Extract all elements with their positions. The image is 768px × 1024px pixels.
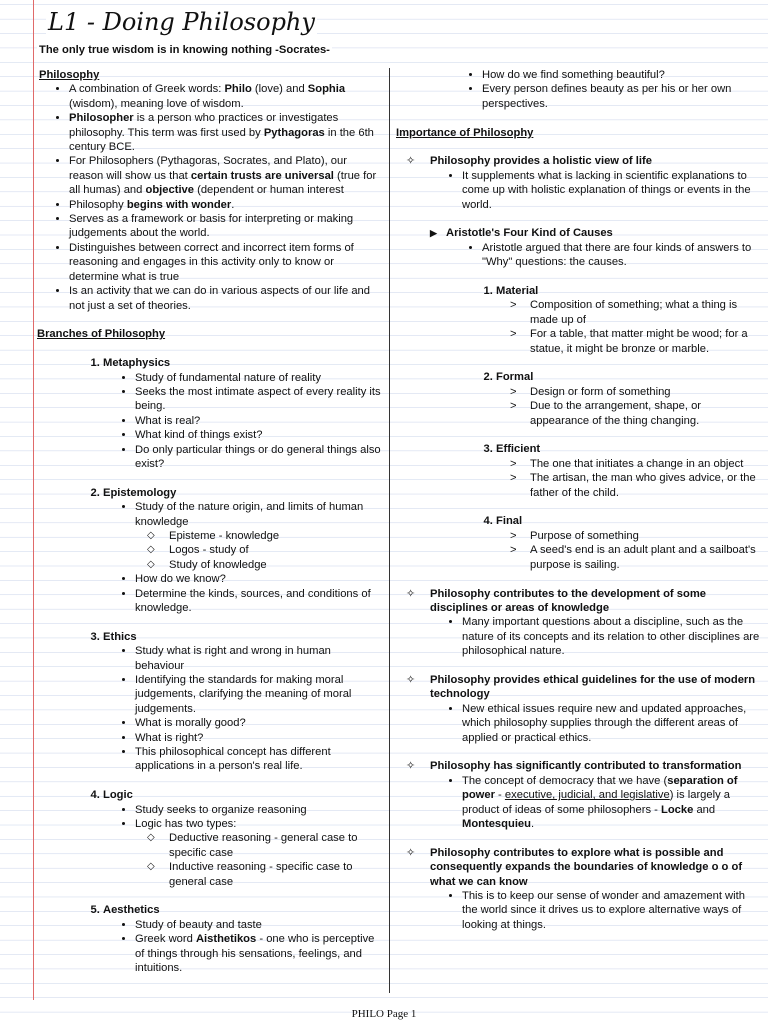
list-item: • Distinguishes between correct and incorrect item forms of reasoning and engages in this activity only to know or determine what is true (69, 241, 382, 284)
importance-disciplines: ✧ Philosophy contributes to the development of some disciplines or areas of knowledge (406, 587, 706, 614)
left-column (37, 68, 382, 976)
four-point-star-icon: ✧ (406, 673, 416, 686)
list-item: • Every person defines beauty as per his or her own perspectives. (482, 82, 762, 111)
four-point-star-icon: ✧ (406, 155, 416, 168)
importance-heading: Importance of Philosophy (396, 126, 534, 139)
diamond-icon-item: ◇ Study of knowledge (169, 558, 382, 572)
list-item: > For a table, that matter might be wood; for a statue, it might be bronze or marble. (530, 327, 762, 356)
list-item: • Serves as a framework or basis for interpreting or making judgements about the world. (69, 212, 382, 241)
four-point-star-icon: ✧ (406, 760, 416, 773)
aristotle-causes: ▶ Aristotle's Four Kind of Causes (430, 227, 613, 240)
list-item: • New ethical issues require new and updated approaches, which philosophy supplies through the different areas of applied or practical ethics. (462, 702, 762, 745)
importance-holistic: ✧ Philosophy provides a holistic view of life (406, 155, 652, 168)
cause-final: 4. Final > Purpose of something > A seed's end is an adult plant and a sailboat's purpose is sailing. (496, 514, 762, 572)
list-item: • How do we find something beautiful? (482, 68, 762, 82)
cause-formal: 2. Formal > Design or form of something > Due to the arrangement, shape, or appearance of the thing changing. (496, 370, 762, 428)
list-item: • What is right? (135, 731, 382, 745)
branch-epistemology: 2. Epistemology • Study of the nature origin, and limits of human knowledge ◇ Episteme - knowledge ◇ Logos - study of ◇ Study of knowledge • How do we know? • Determine the kinds, sources, and conditions of knowledge. (103, 486, 382, 616)
list-item: • Logic has two types: ◇ Deductive reasoning - general case to specific case ◇ Inductive reasoning - specific case to general case (135, 817, 382, 889)
right-column (396, 68, 762, 932)
diamond-icon-item: ◇ Inductive reasoning - specific case to general case (169, 860, 382, 889)
branch-logic: 4. Logic • Study seeks to organize reasoning • Logic has two types: ◇ Deductive reasoning - general case to specific case ◇ Inductive reasoning - specific case to general case (103, 788, 382, 889)
list-item: • Study what is right and wrong in human behaviour (135, 644, 382, 673)
list-item: • Study of fundamental nature of reality (135, 371, 382, 385)
list-item: • For Philosophers (Pythagoras, Socrates, and Plato), our reason will show us that certain trusts are universal (true for all humas) and objective (dependent or human interest (69, 154, 382, 197)
quote: The only true wisdom is in knowing nothing -Socrates- (39, 44, 330, 56)
four-point-star-icon: ✧ (406, 587, 416, 600)
triangle-right-icon: ▶ (430, 228, 437, 239)
list-item: • Greek word Aisthetikos - one who is perceptive of things through his sensations, feelings, and intuitions. (135, 932, 382, 975)
list-item: • Study of beauty and taste (135, 918, 382, 932)
branch-ethics: 3. Ethics • Study what is right and wrong in human behaviour • Identifying the standards for making moral judgements, clarifying the meaning of moral judgements. • What is morally good? • What is right? • This philosophical concept has different applications in a person's real life. (103, 630, 382, 774)
importance-transformation: ✧ Philosophy has significantly contributed to transformation (406, 760, 742, 773)
cause-efficient: 3. Efficient > The one that initiates a change in an object > The artisan, the man who gives advice, or the father of the child. (496, 442, 762, 500)
list-item: • Many important questions about a discipline, such as the nature of its concepts and its relation to other disciplines are philosophical nature. (462, 615, 762, 658)
list-item: • This is to keep our sense of wonder and amazement with the world since it drives us to explore alternative ways of looking at things. (462, 889, 762, 932)
list-item: • Study of the nature origin, and limits of human knowledge ◇ Episteme - knowledge ◇ Logos - study of ◇ Study of knowledge (135, 500, 382, 572)
philosophy-list (37, 82, 382, 313)
list-item: > The one that initiates a change in an object (530, 457, 762, 471)
diamond-icon-item: ◇ Logos - study of (169, 543, 382, 557)
cause-material: 1. Material > Composition of something; what a thing is made up of > For a table, that matter might be wood; for a statue, it might be bronze or marble. (496, 284, 762, 356)
list-item: • How do we know? (135, 572, 382, 586)
list-item: > Design or form of something (530, 385, 762, 399)
margin-line (33, 0, 34, 1000)
diamond-icon-item: ◇ Deductive reasoning - general case to specific case (169, 831, 382, 860)
branch-metaphysics: 1. Metaphysics • Study of fundamental nature of reality • Seeks the most intimate aspect of every reality its being. • What is real? • What kind of things exist? • Do only particular things or do general things also exist? (103, 356, 382, 471)
list-item: • Identifying the standards for making moral judgements, clarifying the meaning of moral judgements. (135, 673, 382, 716)
causes-list (396, 284, 762, 572)
aesthetics-continued (396, 68, 762, 111)
list-item: • Philosophy begins with wonder. (69, 198, 382, 212)
diamond-icon-item: ◇ Episteme - knowledge (169, 529, 382, 543)
list-item: • Study seeks to organize reasoning (135, 803, 382, 817)
philosophy-heading: Philosophy (39, 69, 100, 81)
list-item: • Philosopher is a person who practices or investigates philosophy. This term was first used by Pythagoras in the 6th century BCE. (69, 111, 382, 154)
four-point-star-icon: ✧ (406, 846, 416, 859)
list-item: > Purpose of something (530, 529, 762, 543)
importance-ethical: ✧ Philosophy provides ethical guidelines for the use of modern technology (406, 673, 756, 701)
branches-heading: Branches of Philosophy (37, 328, 166, 341)
list-item: • This philosophical concept has different applications in a person's real life. (135, 745, 382, 774)
branch-aesthetics: 5. Aesthetics • Study of beauty and taste • Greek word Aisthetikos - one who is perceptive of things through his sensations, feelings, and intuitions. (103, 903, 382, 975)
list-item: • What is real? (135, 414, 382, 428)
list-item: • What is morally good? (135, 716, 382, 730)
list-item: • A combination of Greek words: Philo (love) and Sophia (wisdom), meaning love of wisdom. (69, 82, 382, 111)
list-item: • It supplements what is lacking in scientific explanations to come up with holistic explanation of things or events in the world. (462, 169, 762, 212)
branches-list (37, 356, 382, 975)
list-item: • Aristotle argued that there are four kinds of answers to "Why" questions: the causes. (482, 241, 762, 270)
list-item: • Is an activity that we can do in various aspects of our life and not just a set of theories. (69, 284, 382, 313)
column-divider (389, 68, 390, 993)
list-item: • Seeks the most intimate aspect of every reality its being. (135, 385, 382, 414)
list-item: > A seed's end is an adult plant and a sailboat's purpose is sailing. (530, 543, 762, 572)
page-footer: PHILO Page 1 (351, 1008, 417, 1020)
list-item: > Due to the arrangement, shape, or appearance of the thing changing. (530, 399, 762, 428)
importance-explore: ✧ Philosophy contributes to explore what is possible and consequently expands the boundaries of knowledge o o of what we can know (406, 846, 743, 888)
page-title: L1 - Doing Philosophy (48, 8, 315, 36)
list-item: • The concept of democracy that we have (separation of power - executive, judicial, and legislative) is largely a product of ideas of some philosophers - Locke and Montesquieu. (462, 774, 762, 832)
list-item: • What kind of things exist? (135, 428, 382, 442)
list-item: > Composition of something; what a thing is made up of (530, 298, 762, 327)
list-item: > The artisan, the man who gives advice, or the father of the child. (530, 471, 762, 500)
list-item: • Do only particular things or do general things also exist? (135, 443, 382, 472)
list-item: • Determine the kinds, sources, and conditions of knowledge. (135, 587, 382, 616)
